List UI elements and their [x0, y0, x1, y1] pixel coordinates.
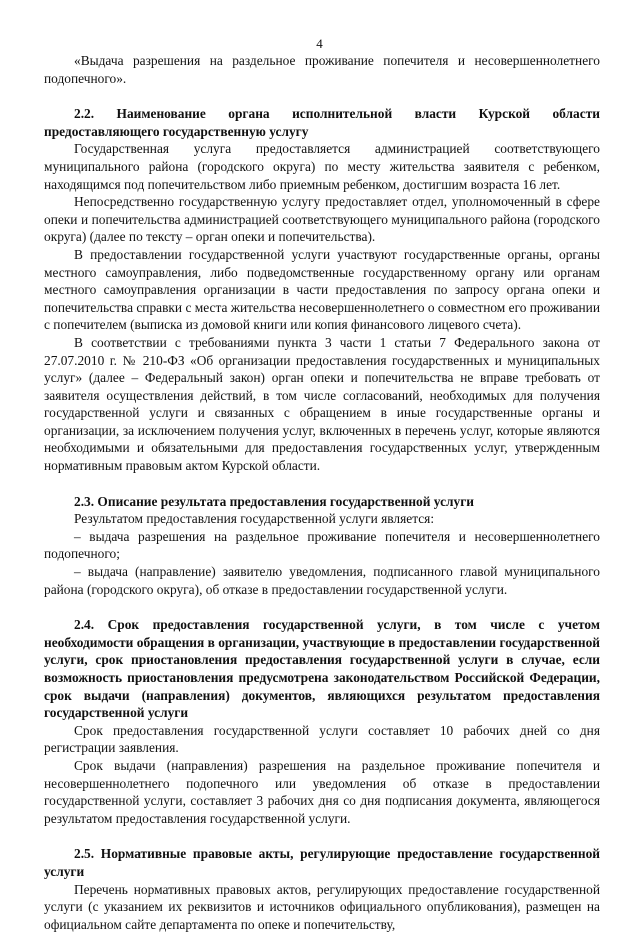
section-2-3-list-item: – выдача (направление) заявителю уведомления, подписанного главой муниципального района (городского округа), об отказе в предоставлении государственной услуги. [44, 564, 600, 597]
section-2-3-list-item: – выдача разрешения на раздельное проживание попечителя и несовершеннолетнего подопечного; [44, 528, 600, 562]
section-2-2-paragraph: Государственная услуга предоставляется администрацией соответствующего муниципального района (городского округа) по месту жительства заявителя с ребенком, находящимся под попечительством либо приемным ребенком, достигшим возраста 16 лет. [44, 141, 600, 192]
section-2-2-heading: 2.2. Наименование органа исполнительной власти Курской области предоставляющего государственную услугу [44, 106, 600, 139]
intro-paragraph: «Выдача разрешения на раздельное проживание попечителя и несовершеннолетнего подопечного». [44, 53, 600, 86]
section-2-3-heading: 2.3. Описание результата предоставления государственной услуги [74, 493, 475, 509]
section-2-5-paragraph: Перечень нормативных правовых актов, регулирующих предоставление государственной услуги (с указанием их реквизитов и источников официального опубликования), размещен на официальном сайте департамента по опеке и попечительству, [44, 881, 600, 932]
section-2-4-heading: 2.4. Срок предоставления государственной услуги, в том числе с учетом необходимости обращения в организации, участвующие в предоставлении государственной услуги, срок приостановления предоставления государственной услуги в случае, если возможность приостановления предусмотрена законодательством Российской Федерации, срок выдачи (направления) документов, являющихся результатом предоставления государственной услуги [44, 617, 600, 721]
section-2-5-heading: 2.5. Нормативные правовые акты, регулирующие предоставление государственной услуги [44, 846, 600, 879]
section-2-2-paragraph: В предоставлении государственной услуги участвуют государственные органы, органы местного самоуправления, либо подведомственные государственному органу или органам местного самоуправления организации в части предоставления по запросу органа опеки и попечительства справки с места жительства несовершеннолетнего о совместном его проживании с попечителем (выписка из домовой книги или копия финансового лицевого счета). [44, 246, 600, 333]
section-2-4-paragraph: Срок выдачи (направления) разрешения на раздельное проживание попечителя и несовершеннолетнего подопечного или уведомления об отказе в предоставлении государственной услуги, составляет 3 рабочих дня со дня подписания документа, являющегося результатом предоставления государственной услуги. [44, 757, 600, 826]
section-2-2-paragraph: Непосредственно государственную услугу предоставляет отдел, уполномоченный в сфере опеки и попечительства администрацией соответствующего муниципального района (городского округа) (далее по тексту – орган опеки и попечительства). [44, 194, 600, 245]
section-2-3-paragraph: Результатом предоставления государственной услуги является: [74, 511, 435, 527]
section-2-2-paragraph: В соответствии с требованиями пункта 3 части 1 статьи 7 Федерального закона от 27.07.2010 г. № 210-ФЗ «Об организации предоставления государственных и муниципальных услуг» (далее – Федеральный закон) орган опеки и попечительства не вправе требовать от заявителя осуществления действий, в том числе согласований, необходимых для получения государственной услуги и связанных с обращением в иные государственные органы и организации, за исключением получения услуг, включенных в перечень услуг, которые являются необходимыми и обязательными для предоставления государственных услуг, утвержденным нормативным правовым актом Курской области. [44, 334, 600, 474]
document-body [44, 52, 600, 933]
page-number: 4 [316, 36, 323, 51]
section-2-4-paragraph: Срок предоставления государственной услуги составляет 10 рабочих дней со дня регистрации заявления. [44, 722, 600, 756]
